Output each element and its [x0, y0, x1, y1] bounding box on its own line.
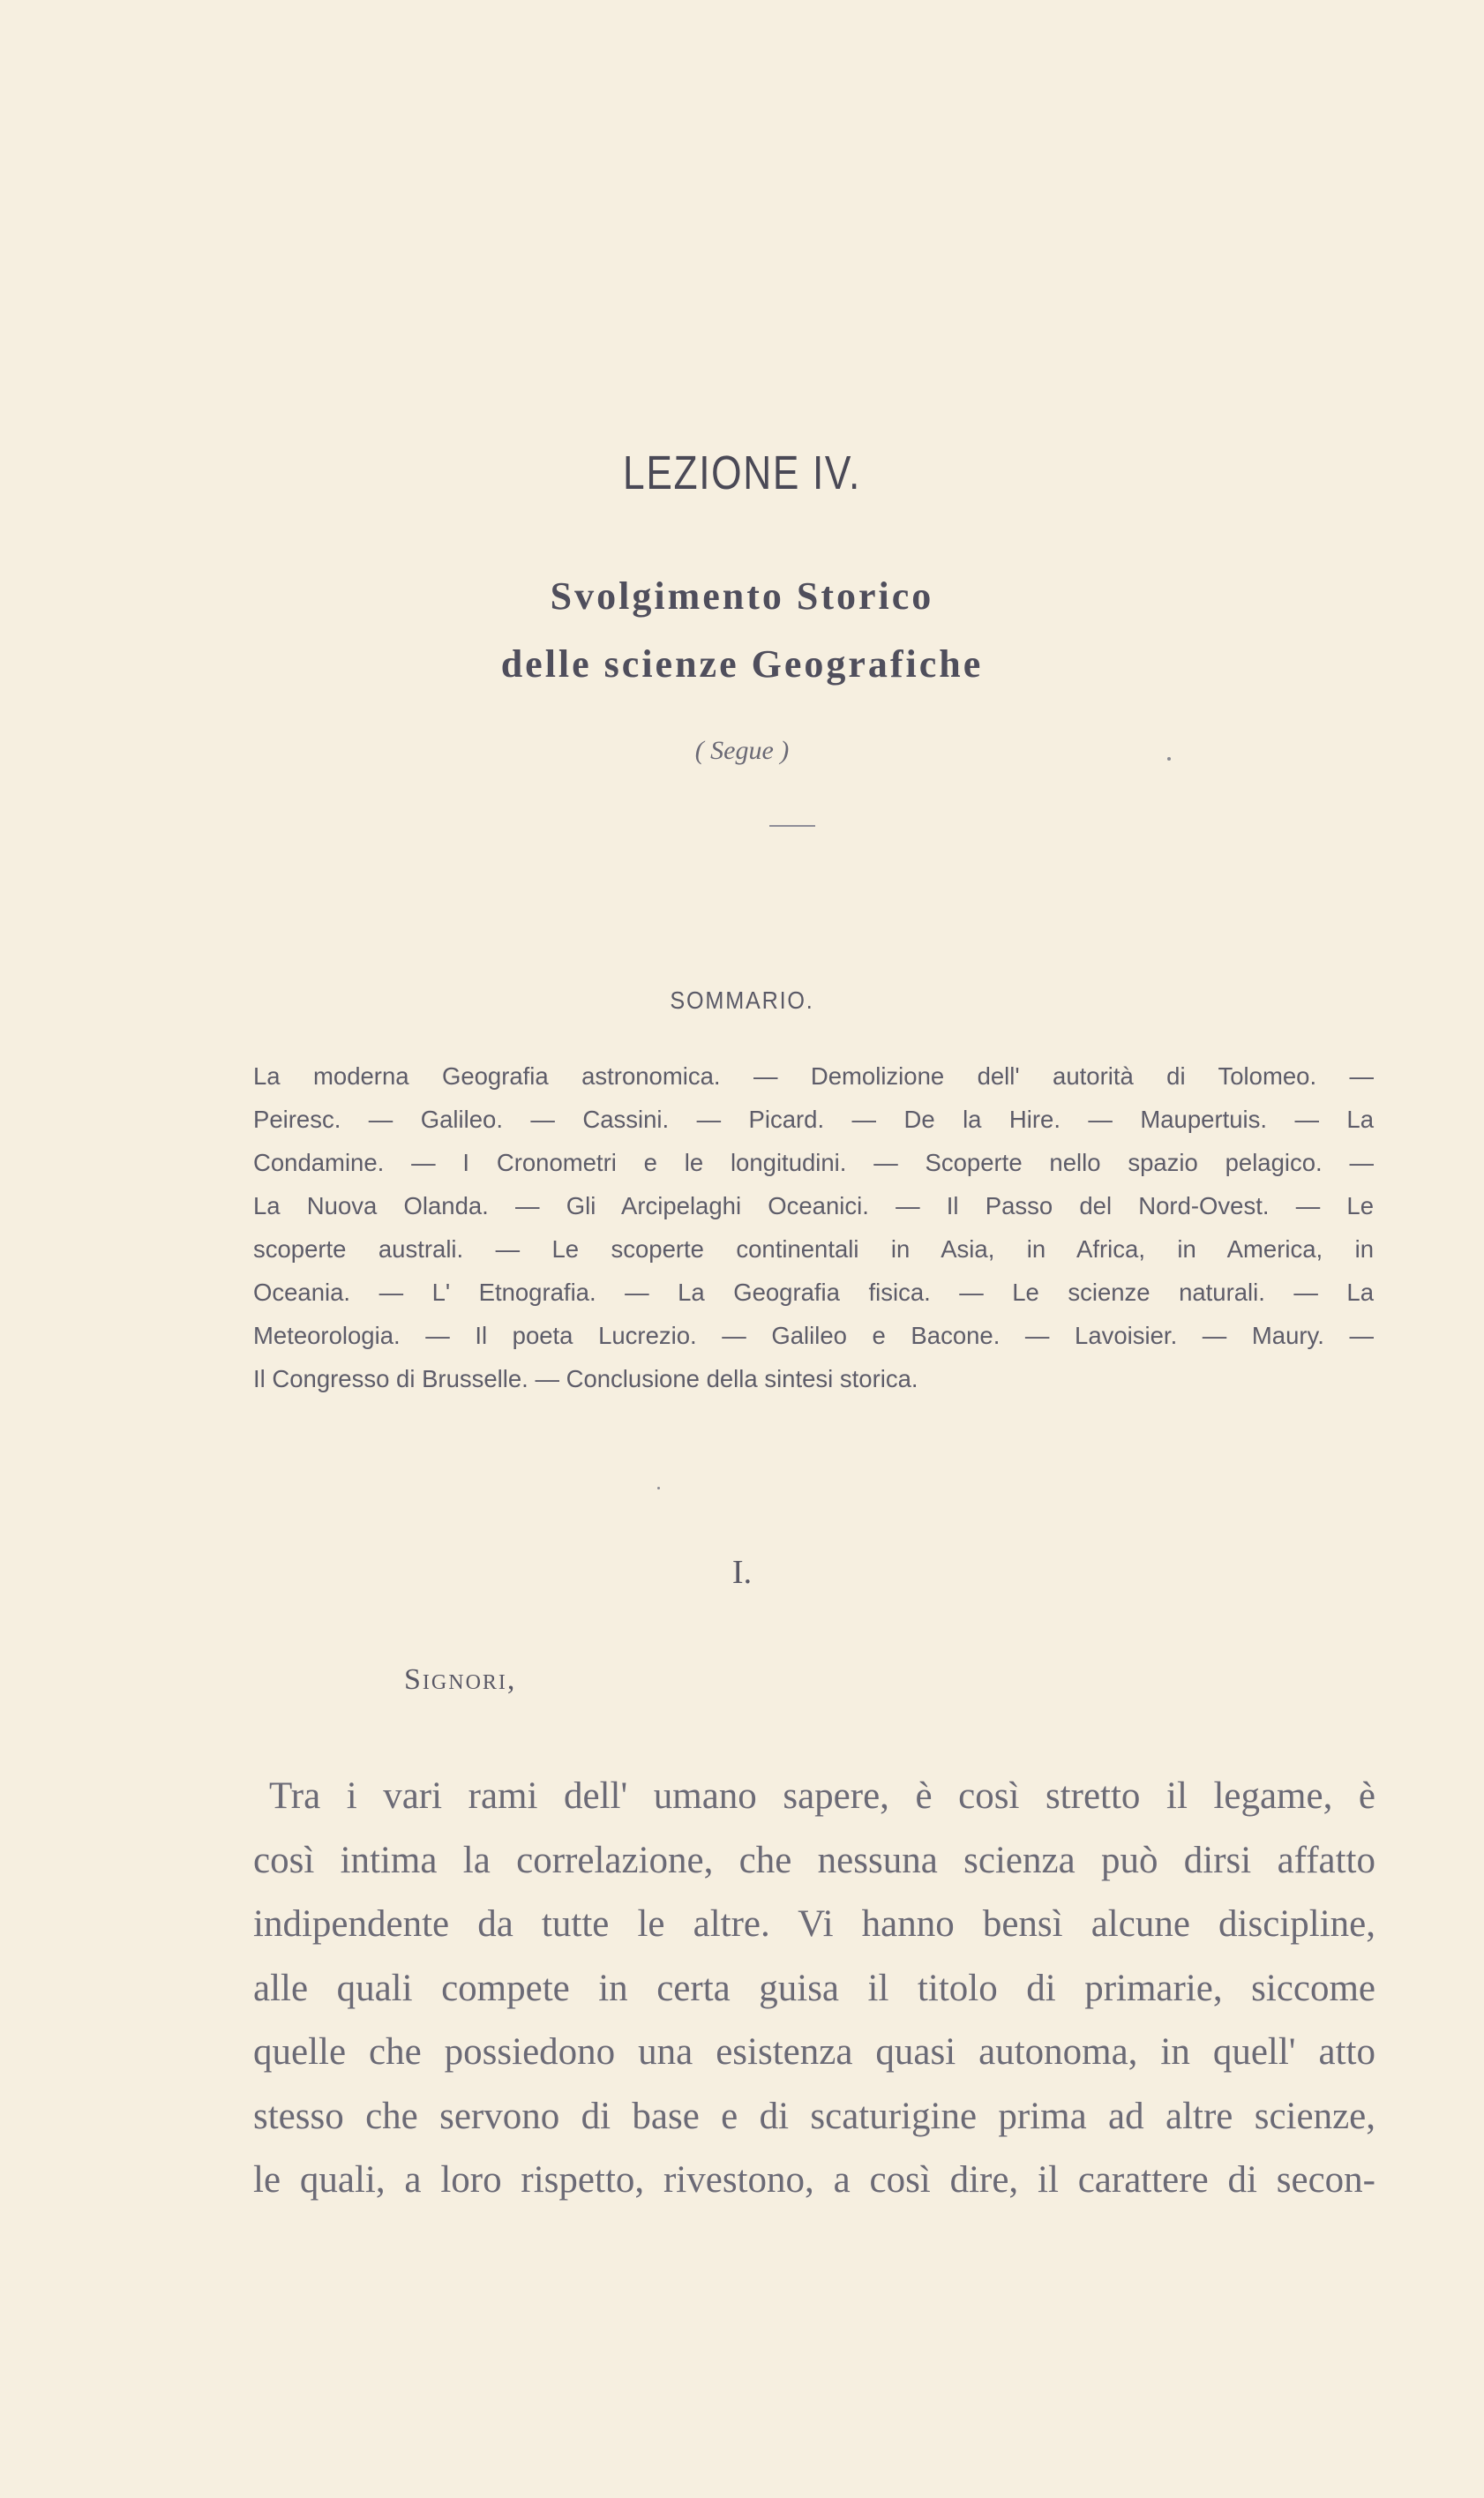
sommario-line: La Nuova Olanda. — Gli Arcipelaghi Oceanici. — Il Passo del Nord-Ovest. — Le: [253, 1192, 1374, 1219]
salutation: Signori,: [404, 1663, 517, 1696]
sommario-line: scoperte australi. — Le scoperte continentali in Asia, in Africa, in America, in: [253, 1235, 1374, 1263]
sommario-line: La moderna Geografia astronomica. — Demolizione dell' autorità di Tolomeo. —: [253, 1062, 1374, 1090]
subtitle-line-2: delle scienze Geografiche: [500, 642, 984, 686]
body-line: alle quali compete in certa guisa il titolo di primarie, siccome: [253, 1967, 1375, 2009]
subtitle-line-1: Svolgimento Storico: [550, 574, 934, 618]
separator-rule: [769, 825, 815, 827]
body-line: le quali, a loro rispetto, rivestono, a così dire, il carattere di secon-: [253, 2159, 1375, 2201]
sommario-paragraph: [253, 1054, 1374, 1400]
sommario-line: Condamine. — I Cronometri e le longitudini. — Scoperte nello spazio pelagico. —: [253, 1149, 1374, 1176]
body-line: indipendente da tutte le altre. Vi hanno bensì alcune discipline,: [253, 1903, 1375, 1945]
sommario-line: Oceania. — L' Etnografia. — La Geografia fisica. — Le scienze naturali. — La: [253, 1279, 1374, 1306]
sommario-line: Il Congresso di Brusselle. — Conclusione della sintesi storica.: [253, 1365, 918, 1392]
sommario-line: Meteorologia. — Il poeta Lucrezio. — Galileo e Bacone. — Lavoisier. — Maury. —: [253, 1322, 1374, 1349]
ink-speck: [657, 1487, 660, 1489]
body-line: stesso che servono di base e di scaturigine prima ad altre scienze,: [253, 2095, 1375, 2137]
body-line: Tra i vari rami dell' umano sapere, è così stretto il legame, è: [269, 1775, 1375, 1817]
sommario-heading: SOMMARIO.: [670, 986, 814, 1014]
lesson-title: LEZIONE IV.: [623, 446, 861, 499]
section-number: I.: [731, 1554, 753, 1591]
body-line: quelle che possiedono una esistenza quasi autonoma, in quell' atto: [253, 2031, 1375, 2073]
body-paragraph: [253, 1765, 1375, 2213]
sommario-line: Peiresc. — Galileo. — Cassini. — Picard. — De la Hire. — Maupertuis. — La: [253, 1106, 1374, 1133]
segue-note: ( Segue ): [694, 736, 790, 765]
body-line: così intima la correlazione, che nessuna scienza può dirsi affatto: [253, 1839, 1375, 1881]
ink-speck: [1167, 757, 1171, 761]
